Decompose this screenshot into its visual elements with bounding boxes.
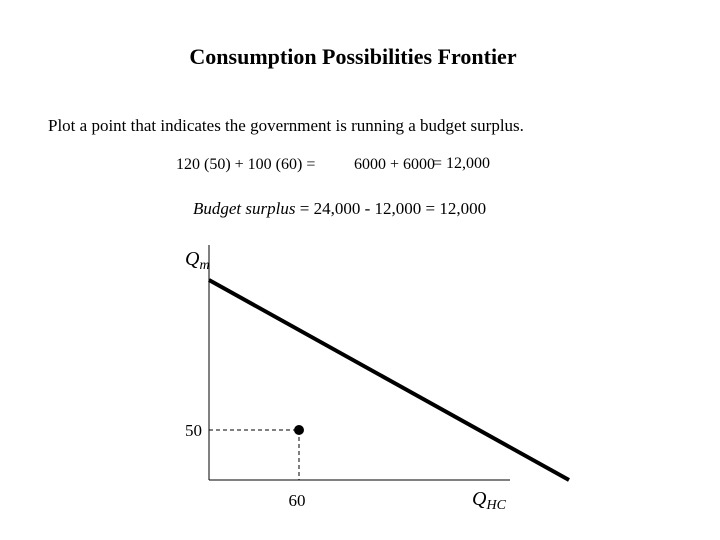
frontier-line xyxy=(209,280,569,480)
x-tick-label: 60 xyxy=(288,491,306,510)
equation-result: = 12,000 xyxy=(433,155,491,172)
x-axis-label xyxy=(472,488,507,513)
y-axis-label-main: Q xyxy=(185,248,200,270)
instruction-text: Plot a point that indicates the government is running a budget surplus. xyxy=(48,116,524,135)
page-title: Consumption Possibilities Frontier xyxy=(189,44,517,69)
y-axis-label-sub: m xyxy=(199,258,210,273)
budget-surplus-label: Budget surplus xyxy=(193,199,296,218)
surplus-point xyxy=(294,425,304,435)
equation-middle: 6000 + 6000 xyxy=(354,156,436,173)
x-axis-label-main: Q xyxy=(472,488,487,510)
equation-left: 120 (50) + 100 (60) = xyxy=(176,156,316,173)
budget-surplus-expression: = 24,000 - 12,000 = 12,000 xyxy=(295,199,487,218)
y-tick-label: 50 xyxy=(185,421,202,440)
y-axis-label xyxy=(185,248,210,273)
x-axis-label-sub: HC xyxy=(486,498,506,513)
